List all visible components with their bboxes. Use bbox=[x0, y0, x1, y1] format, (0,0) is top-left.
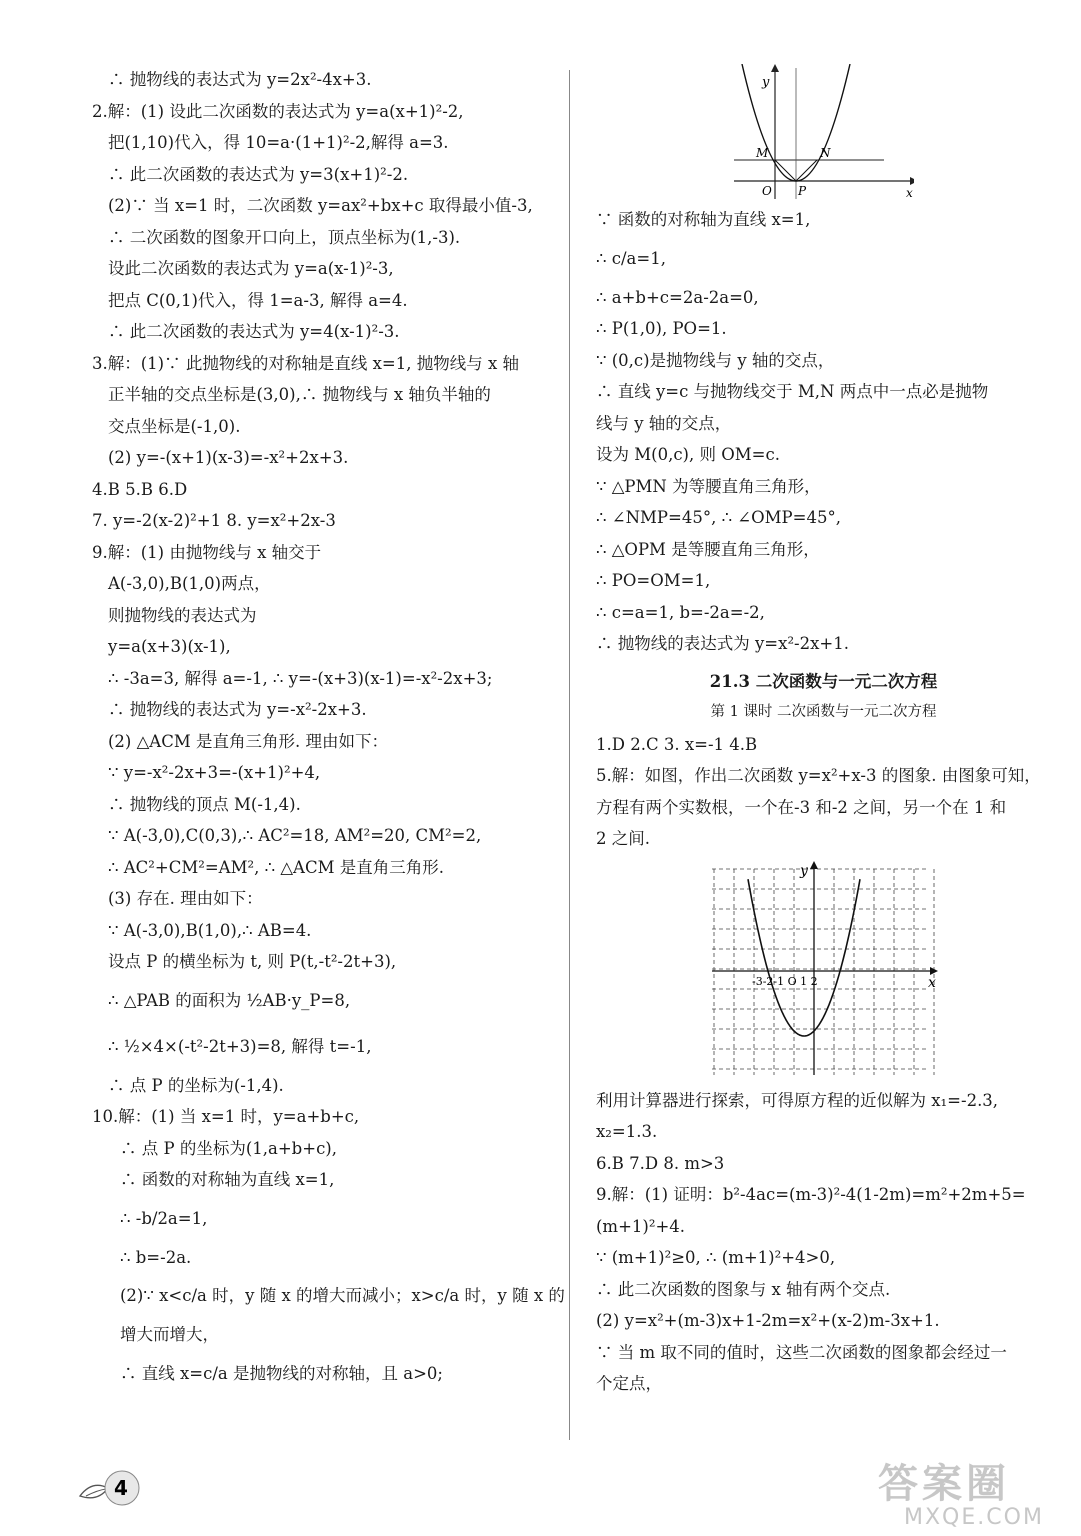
left-column bbox=[92, 64, 565, 1397]
x-axis-arrow bbox=[910, 177, 914, 185]
quadratic-grid-figure bbox=[704, 861, 944, 1081]
watermark-url: MXQE.COM bbox=[904, 1505, 1044, 1530]
text-line: 设为 M(0,c), 则 OM=c. bbox=[596, 445, 780, 464]
fig1-y-label: y bbox=[761, 75, 769, 90]
text-line: 2.解：(1) 设此二次函数的表达式为 y=a(x+1)²-2, bbox=[92, 101, 464, 121]
text-line: ∴ a+b+c=2a-2a=0, bbox=[596, 287, 759, 307]
text-line: 个定点， bbox=[596, 1374, 662, 1393]
point-m-label: M bbox=[755, 146, 768, 160]
text-line: ∴ -b/2a=1, bbox=[120, 1208, 208, 1228]
column-divider bbox=[569, 70, 570, 1440]
right-column bbox=[596, 64, 1051, 1400]
text-line: ∵ (m+1)²≥0, ∴ (m+1)²+4>0, bbox=[596, 1248, 836, 1267]
text-line: ∴ -3a=3, 解得 a=-1, ∴ y=-(x+3)(x-1)=-x²-2x+3; bbox=[108, 668, 493, 688]
text-line: ∴ △OPM 是等腰直角三角形， bbox=[596, 539, 820, 559]
text-line: ∴ c=a=1, b=-2a=-2, bbox=[596, 602, 765, 622]
leaf-decoration-icon bbox=[78, 1466, 144, 1510]
text-line: (2) y=x²+(m-3)x+1-2m=x²+(x-2)m-3x+1. bbox=[596, 1311, 940, 1330]
text-line: ∴ △PAB 的面积为 ½AB·y_P=8, bbox=[108, 990, 351, 1010]
text-line: ∴ 直线 y=c 与抛物线交于 M,N 两点中一点必是抛物 bbox=[596, 382, 989, 401]
quadratic-curve bbox=[748, 879, 860, 1036]
y-axis-arrow bbox=[810, 861, 818, 869]
right-mid-text bbox=[596, 729, 1051, 855]
text-line: ∴ AC²+CM²=AM², ∴ △ACM 是直角三角形. bbox=[108, 857, 444, 877]
text-line: 则抛物线的表达式为 bbox=[108, 605, 257, 625]
fig2-x-label: x bbox=[927, 974, 936, 991]
text-line: ∵ y=-x²-2x+3=-(x+1)²+4, bbox=[108, 763, 321, 782]
text-line: ∵ (0,c)是抛物线与 y 轴的交点， bbox=[596, 350, 835, 370]
text-line: ∴ 抛物线的表达式为 y=2x²-4x+3. bbox=[108, 70, 372, 89]
grid-lines bbox=[712, 869, 934, 1081]
y-axis-arrow bbox=[771, 64, 779, 72]
text-line: ∴ 二次函数的图象开口向上，顶点坐标为(1,-3). bbox=[108, 227, 461, 247]
text-line: ∴ P(1,0), PO=1. bbox=[596, 319, 727, 338]
watermark bbox=[878, 1462, 1068, 1532]
text-line: 交点坐标是(-1,0). bbox=[108, 416, 241, 436]
text-line: ∵ A(-3,0),B(1,0),∴ AB=4. bbox=[108, 920, 312, 940]
text-line: ∵ 函数的对称轴为直线 x=1, bbox=[596, 210, 811, 229]
text-line: 把(1,10)代入，得 10=a·(1+1)²-2,解得 a=3. bbox=[108, 133, 449, 152]
text-line: ∴ b=-2a. bbox=[120, 1247, 192, 1267]
text-line: 4.B 5.B 6.D bbox=[92, 479, 188, 499]
text-line: A(-3,0),B(1,0)两点， bbox=[108, 574, 271, 593]
text-line: ∴ ∠NMP=45°, ∴ ∠OMP=45°, bbox=[596, 508, 841, 527]
text-line: ∴ 此二次函数的图象与 x 轴有两个交点. bbox=[596, 1279, 891, 1299]
text-line: x₂=1.3. bbox=[596, 1122, 658, 1141]
page-number: 4 bbox=[114, 1476, 128, 1500]
text-line: ∴ 此二次函数的表达式为 y=3(x+1)²-2. bbox=[108, 164, 409, 184]
text-line: ∴ PO=OM=1, bbox=[596, 571, 711, 590]
text-line: ∴ 点 P 的坐标为(1,a+b+c), bbox=[120, 1138, 337, 1158]
parabola-mnp-figure bbox=[734, 64, 914, 204]
text-line: ∵ △PMN 为等腰直角三角形， bbox=[596, 476, 821, 496]
text-line: 2 之间. bbox=[596, 829, 650, 848]
text-line: (3) 存在. 理由如下： bbox=[108, 889, 263, 908]
origin-label: O bbox=[761, 184, 772, 198]
fig1-x-label: x bbox=[905, 186, 913, 200]
text-line: ∵ A(-3,0),C(0,3),∴ AC²=18, AM²=20, CM²=2, bbox=[108, 826, 482, 845]
text-line: 正半轴的交点坐标是(3,0),∴ 抛物线与 x 轴负半轴的 bbox=[108, 385, 491, 404]
text-line: ∴ c/a=1, bbox=[596, 248, 666, 268]
text-line: ∴ 点 P 的坐标为(-1,4). bbox=[108, 1075, 284, 1095]
text-line: 3.解：(1)∵ 此抛物线的对称轴是直线 x=1, 抛物线与 x 轴 bbox=[92, 353, 520, 373]
text-line: ∴ ½×4×(-t²-2t+3)=8, 解得 t=-1, bbox=[108, 1036, 372, 1056]
text-line: ∵ 当 m 取不同的值时，这些二次函数的图象都会经过一 bbox=[596, 1342, 1007, 1362]
watermark-text: 答案圈 bbox=[878, 1461, 1010, 1507]
text-line: 9.解：(1) 由抛物线与 x 轴交于 bbox=[92, 542, 322, 562]
right-bottom-text bbox=[596, 1085, 1051, 1400]
right-top-text bbox=[596, 204, 1051, 660]
tick-labels: -3-2-1 O 1 2 bbox=[751, 974, 818, 988]
text-line: (2) y=-(x+1)(x-3)=-x²+2x+3. bbox=[108, 448, 349, 467]
text-line: y=a(x+3)(x-1), bbox=[108, 637, 231, 656]
text-line: ∴ 直线 x=c/a 是抛物线的对称轴，且 a>0; bbox=[120, 1363, 443, 1383]
point-p-label: P bbox=[797, 184, 806, 198]
text-line: 设点 P 的横坐标为 t, 则 P(t,-t²-2t+3), bbox=[108, 952, 397, 971]
text-line: 把点 C(0,1)代入，得 1=a-3, 解得 a=4. bbox=[108, 290, 408, 310]
text-line: (m+1)²+4. bbox=[596, 1216, 686, 1236]
text-line: 设此二次函数的表达式为 y=a(x-1)²-3, bbox=[108, 259, 394, 278]
text-line: (2) △ACM 是直角三角形. 理由如下： bbox=[108, 731, 388, 751]
text-line: 5.解：如图，作出二次函数 y=x²+x-3 的图象. 由图象可知， bbox=[596, 766, 1041, 785]
page-number-badge bbox=[78, 1466, 144, 1510]
text-line: ∴ 此二次函数的表达式为 y=4(x-1)²-3. bbox=[108, 322, 400, 341]
lesson-title: 第 1 课时 二次函数与一元二次方程 bbox=[710, 704, 937, 720]
text-line: 增大而增大， bbox=[120, 1325, 219, 1344]
text-line: ∴ 函数的对称轴为直线 x=1, bbox=[120, 1170, 335, 1189]
text-line: ∴ 抛物线的表达式为 y=x²-2x+1. bbox=[596, 634, 850, 653]
section-title: 21.3 二次函数与一元二次方程 bbox=[709, 671, 938, 691]
text-line: 9.解：(1) 证明：b²-4ac=(m-3)²-4(1-2m)=m²+2m+5= bbox=[596, 1185, 1026, 1204]
text-line: (2)∵ 当 x=1 时，二次函数 y=ax²+bx+c 取得最小值-3, bbox=[108, 196, 533, 215]
text-line: 利用计算器进行探索，可得原方程的近似解为 x₁=-2.3, bbox=[596, 1090, 999, 1110]
text-line: 7. y=-2(x-2)²+1 8. y=x²+2x-3 bbox=[92, 511, 336, 530]
text-line: ∴ 抛物线的顶点 M(-1,4). bbox=[108, 794, 301, 814]
text-line: 方程有两个实数根，一个在-3 和-2 之间，另一个在 1 和 bbox=[596, 797, 1007, 817]
point-n-label: N bbox=[819, 146, 830, 160]
text-line: ∴ 抛物线的表达式为 y=-x²-2x+3. bbox=[108, 700, 367, 719]
fig2-y-label: y bbox=[799, 862, 808, 879]
text-line: 6.B 7.D 8. m>3 bbox=[596, 1153, 725, 1173]
text-line: 线与 y 轴的交点， bbox=[596, 413, 732, 433]
text-line: 10.解：(1) 当 x=1 时，y=a+b+c, bbox=[92, 1107, 360, 1126]
text-line: 1.D 2.C 3. x=-1 4.B bbox=[596, 734, 758, 754]
text-line: (2)∵ x<c/a 时，y 随 x 的增大而减小；x>c/a 时，y 随 x 的 bbox=[120, 1286, 565, 1305]
